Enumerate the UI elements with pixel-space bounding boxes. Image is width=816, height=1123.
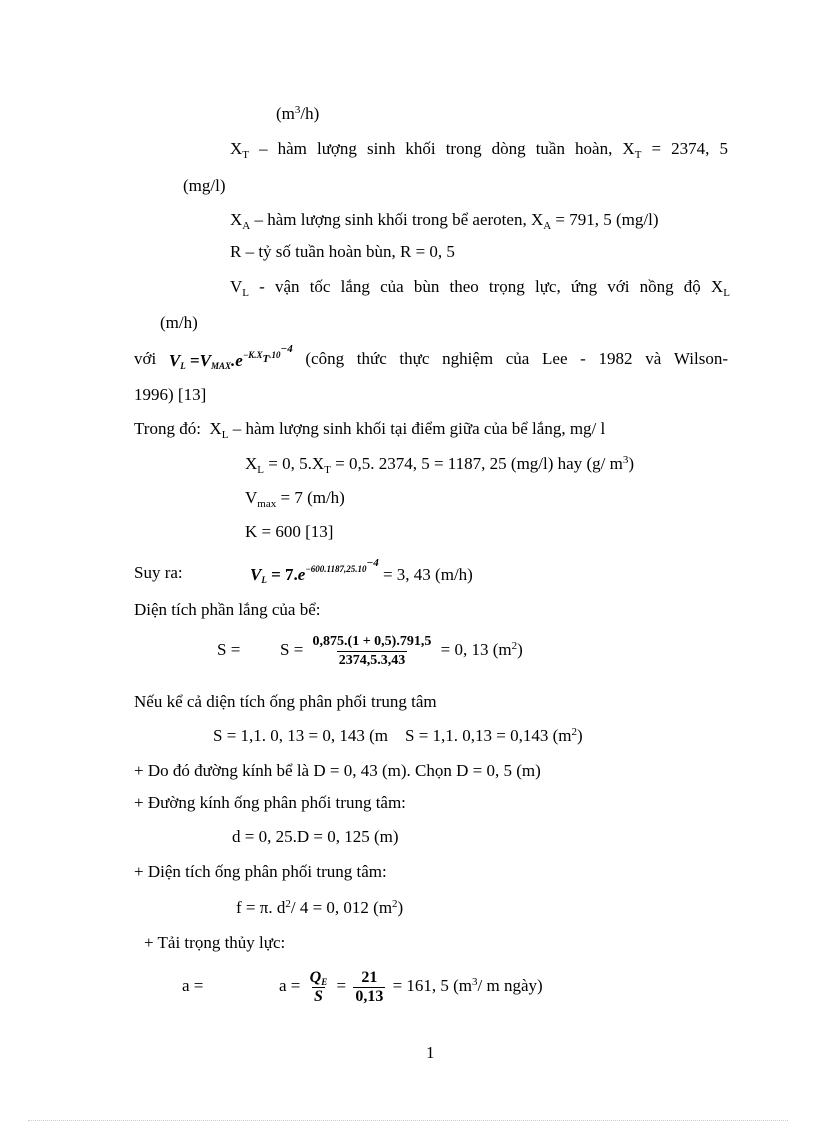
line-neu-ke: Nếu kể cả diện tích ống phân phối trung tâm: [134, 692, 437, 711]
line-s-total: S = 1,1. 0, 13 = 0, 143 (m S = 1,1. 0,13 = 0,143 $(m^2)$: [213, 726, 583, 745]
line-duong-kinh: + Đường kính ống phân phối trung tâm:: [134, 793, 406, 812]
line-suy-ra-formula: VL = $7.e^{-600.1187,25.10^{-4}} = 3$, 43 (m/h): [250, 557, 473, 585]
line-a-formula: a = $\frac{QE}{S}$ = $\frac{21}{0,13}$ = 161, 5 ($m^3/$ m ngày): [279, 968, 543, 1005]
line-a-label: a =: [182, 976, 204, 995]
line-voi-formula: với VL $=VMAX.e^{-K.X_T.10^{-4}}$ (công thức thực nghiệm của Lee - 1982 và Wilson-: [134, 343, 728, 371]
line-xt-unit: (mg/l): [183, 176, 226, 195]
line-xt-def: $X_T$ – hàm lượng sinh khối trong dòng tuần hoàn, $X_T$ = 2374, 5: [230, 139, 728, 161]
line-d-calc: d = 0, 25.D = 0, 125 (m): [232, 827, 399, 846]
line-dien-tich: Diện tích phần lắng của bể:: [134, 600, 321, 619]
line-s-formula: S = $\frac{0,875.(1 + 0,5).791,5}{2374,5.3,43}$ = 0, 13 $(m^2)$: [280, 633, 523, 668]
line-f-calc: f = π. $d^2/$ 4 = 0, 012 $(m^2)$: [236, 898, 404, 917]
line-k: K = 600 [13]: [245, 522, 334, 541]
line-xa-def: $X_A$ – hàm lượng sinh khối trong bể aeroten, $X_A = 791$, 5 (mg/l): [230, 210, 659, 232]
line-dien-tich-ong: + Diện tích ống phân phối trung tâm:: [134, 862, 387, 881]
formula-vl: VL $=VMAX.e^{-K.X_T.10^{-4}}$: [168, 343, 293, 371]
line-voi-ref: 1996) [13]: [134, 385, 207, 404]
line-unit-m3h: $(m^3/h)$: [276, 104, 320, 123]
line-tai-trong: + Tải trọng thủy lực:: [144, 933, 286, 952]
line-xl-calc: $X_L = 0$, $5.X_T = 0,5$. 2374, 5 = 1187, 25 (mg/l) hay (g/ $m^3$): [245, 454, 634, 476]
line-s-label: S =: [217, 640, 241, 659]
line-vl-unit: (m/h): [160, 313, 198, 332]
line-r-def: R – tỷ số tuần hoàn bùn, R = 0, 5: [230, 242, 455, 261]
footer-rule: [28, 1120, 788, 1121]
line-suy-ra-label: Suy ra:: [134, 563, 183, 582]
page-number: 1: [426, 1043, 435, 1062]
line-trong-do: Trong đó: $X_L$ – hàm lượng sinh khối tại điểm giữa của bể lắng, mg/ l: [134, 419, 606, 441]
line-do-do: + Do đó đường kính bể là D = 0, 43 (m). Chọn D = 0, 5 (m): [134, 761, 541, 780]
line-vl-def: $V_L$ - vận tốc lắng của bùn theo trọng lực, ứng với nồng độ $X_L$: [230, 277, 730, 299]
mirror: [0, 0, 1, 1]
line-vmax: $V_{max} = 7$ (m/h): [245, 488, 345, 510]
